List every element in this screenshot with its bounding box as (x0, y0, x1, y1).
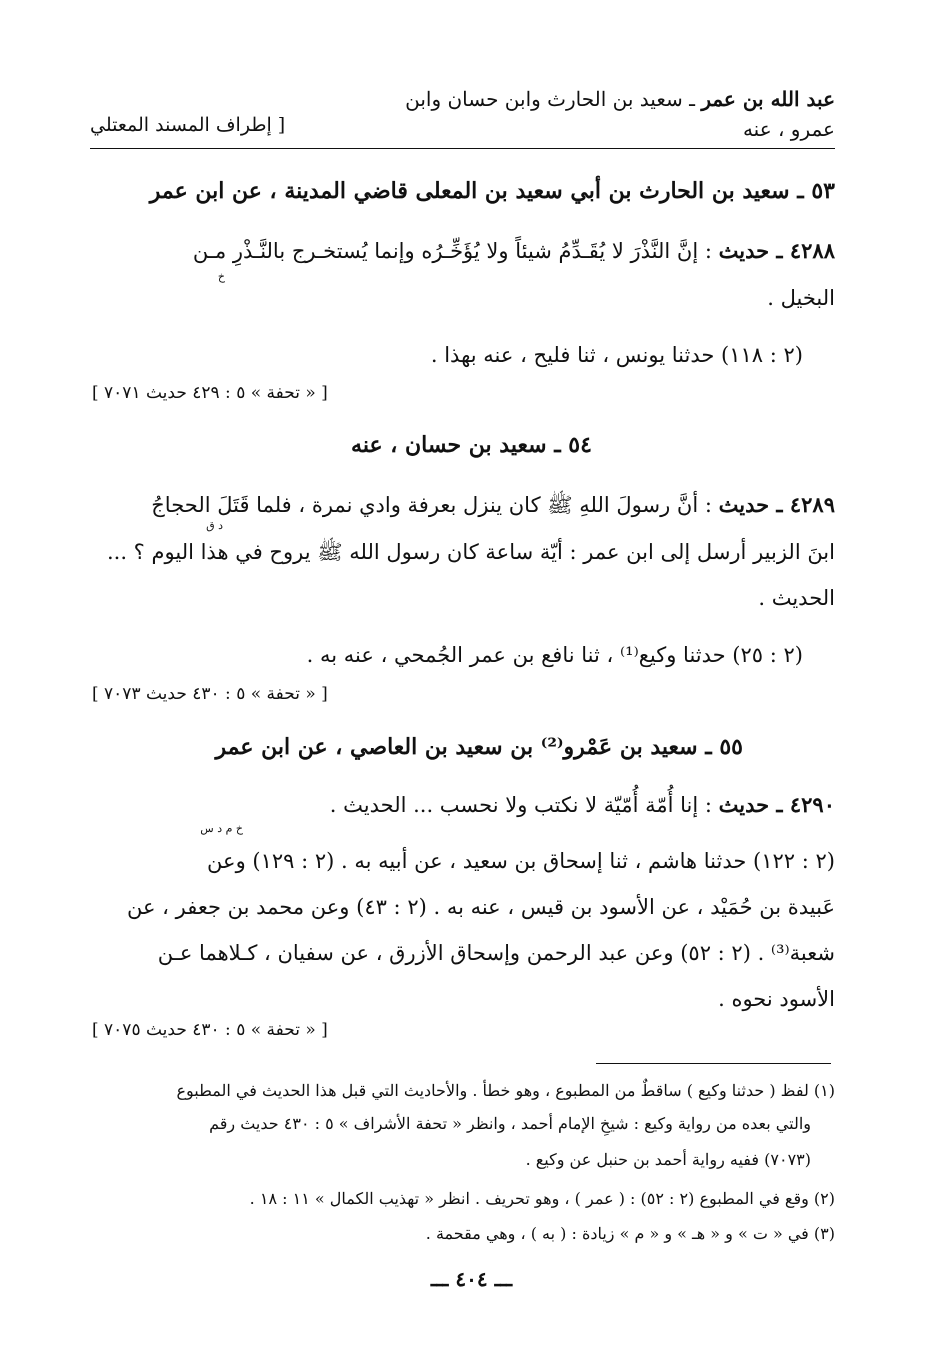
source-code: د ق (206, 519, 223, 532)
header-divider (90, 148, 835, 149)
hadith-4288-line2: البخيل . (767, 286, 835, 310)
source-code: خ (217, 270, 225, 283)
header-author: عبد الله بن عمر (701, 87, 835, 111)
isnad-4288: (٢ : ١١٨) حدثنا يونس ، ثنا فليح ، عنه بهذا . (430, 343, 803, 367)
hadith-number: ٤٢٨٩ ـ حديث (718, 492, 835, 517)
running-header-right (405, 84, 835, 144)
tuhfa-reference: [ « تحفة » ٥ : ٤٣٠ حديث ٧٠٧٥ ] (92, 1020, 328, 1040)
footnote-1-line3: (٧٠٧٣) ففيه رواية أحمد بن حنبل عن وكيع . (525, 1150, 811, 1169)
tuhfa-reference: [ « تحفة » ٥ : ٤٣٠ حديث ٧٠٧٣ ] (92, 684, 328, 704)
hadith-number: ٤٢٨٨ ـ حديث (718, 238, 835, 263)
footnote-2: (٢) وقع في المطبوع (٢ : ٥٢) : ( عمر ) ، وهو تحريف . انظر « تهذيب الكمال » ١١ : ١٨ . (249, 1189, 835, 1208)
footnote-divider (596, 1063, 831, 1064)
tuhfa-reference: [ « تحفة » ٥ : ٤٢٩ حديث ٧٠٧١ ] (92, 383, 328, 403)
hadith-number: ٤٢٩٠ ـ حديث (718, 792, 835, 817)
hadith-text: : أنَّ رسولَ اللهِ ﷺ كان ينزل بعرفة وادي نمرة ، فلما قَتَلَ الحجاجُ (151, 493, 719, 517)
source-code: خ م د س (200, 822, 243, 835)
isnad-4289: (٢ : ٢٥) حدثنا وكيع⁽¹⁾ ، ثنا نافع بن عمر الجُمحي ، عنه به . (306, 643, 803, 667)
hadith-4289-line1 (151, 482, 835, 528)
hadith-text: : إنا أُمّة أُمّيّة لا نكتب ولا نحسب ... الحديث . (329, 793, 719, 817)
section-title-54: ٥٤ ـ سعيد بن حسان ، عنه (351, 432, 592, 458)
footnote-1-line2: والتي بعده من رواية وكيع : شيخِ الإمام أحمد ، وانظر « تحفة الأشراف » ٥ : ٤٣٠ حديث رقم (209, 1114, 811, 1133)
running-header-left: [ إطراف المسند المعتلي (90, 114, 286, 136)
header-chapter: ـ سعيد بن الحارث وابن حسان وابن (405, 87, 702, 111)
hadith-4290-line1 (330, 782, 835, 828)
section-title-55: ٥٥ ـ سعيد بن عَمْرو⁽²⁾ بن سعيد بن العاصي ، عن ابن عمر (215, 734, 743, 760)
hadith-text: : إنَّ النَّذْرَ لا يُقَـدِّمُ شيئاً ولا يُؤَخِّـرُه وإنما يُستخـرج بالنَّـذْرِ مـن (192, 239, 719, 263)
isnad-4290-line2: عَبيدة بن حُمَيْد ، عن الأسود بن قيس ، عنه به . (٢ : ٤٣) وعن محمد بن جعفر ، عن (126, 895, 835, 919)
isnad-4290-line4: الأسود نحوه . (718, 987, 835, 1011)
header-chapter-line2: عمرو ، عنه (742, 117, 835, 141)
footnote-1-line1: (١) لفظ ( حدثنا وكيع ) ساقطٌ من المطبوع ، وهو خطأ . والأحاديث التي قبل هذا الحديث في المطبوع (176, 1081, 835, 1100)
isnad-4290-line3: شعبة⁽³⁾ . (٢ : ٥٢) وعن عبد الرحمن وإسحاق الأزرق ، عن سفيان ، كـلاهما عـن (157, 941, 835, 965)
footnote-3: (٣) في « ت » و « هـ » و « م » زيادة : ( به ) ، وهي مقحمة . (425, 1224, 835, 1243)
hadith-4289-line2: ابنَ الزبير أرسل إلى ابن عمر : أيّة ساعة كان رسول الله ﷺ يروح في هذا اليوم ؟ ... (106, 540, 835, 564)
page-number: ـــ ٤٠٤ ـــ (430, 1267, 513, 1291)
hadith-4289-line3: الحديث . (758, 586, 835, 610)
section-title-53: ٥٣ ـ سعيد بن الحارث بن أبي سعيد بن المعلى قاضي المدينة ، عن ابن عمر (149, 178, 835, 204)
hadith-4288-line1 (193, 228, 835, 274)
isnad-4290-line1: (٢ : ١٢٢) حدثنا هاشم ، ثنا إسحاق بن سعيد ، عن أبيه به . (٢ : ١٢٩) وعن (207, 849, 835, 873)
